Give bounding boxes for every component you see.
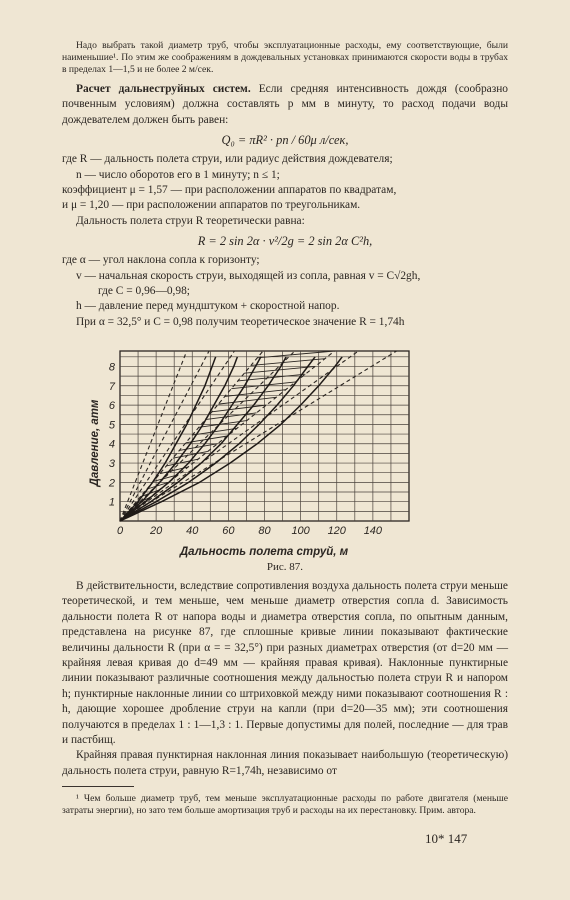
y-tick-label: 3 (108, 458, 115, 471)
y-axis-label: Давление, атм (89, 399, 101, 487)
x-tick-label: 0 (116, 525, 124, 537)
y-tick-label: 5 (108, 419, 115, 432)
where-2: n — число оборотов его в 1 минуту; n ≤ 1; (76, 168, 280, 181)
y-tick-label: 6 (108, 400, 115, 413)
hatch-stroke (179, 444, 217, 451)
figure-caption: Рис. 87. (266, 561, 304, 573)
formula-q0: Q₀ = πR² · pn / 60μ л/сек, (221, 133, 349, 148)
section-p3: При α = 32,5° и C = 0,98 получим теоретическое значение R = 1,74h (76, 315, 405, 328)
hatch-stroke (231, 382, 295, 389)
x-tick-label: 100 (291, 525, 310, 537)
x-tick-label: 140 (363, 525, 383, 537)
footnote-rule (62, 786, 134, 787)
y-tick-label: 1 (108, 496, 115, 509)
y-tick-label: 2 (108, 477, 115, 490)
page-number: 10* 147 (425, 831, 468, 846)
section-p1: Если средняя интенсивность дождя (сообразно почвенным условиям) должна составлять p мм в минуту, то расход подачи воды дождевателем должен быть равен: (62, 83, 508, 126)
where-4: и μ = 1,20 — при расположении аппаратов по треугольникам. (62, 199, 361, 212)
x-tick-label: 20 (150, 525, 163, 537)
dashed-line (120, 351, 295, 521)
y-tick-label: 8 (108, 361, 115, 374)
where-5: где α — угол наклона сопла к горизонту; (62, 254, 260, 267)
body-block (62, 579, 508, 779)
dashed-line (120, 351, 263, 521)
where-1: где R — дальность полета струи, или радиус действия дождевателя; (62, 153, 393, 166)
x-tick-label: 120 (327, 525, 346, 537)
where-6: v — начальная скорость струи, выходящей из сопла, равная v = C√2gh, (76, 269, 421, 282)
x-axis-label: Дальность полета струй, м (179, 546, 349, 558)
section-p2: Дальность полета струи R теоретически равна: (76, 214, 305, 227)
section-paragraph-1 (62, 82, 508, 128)
dashed-line (120, 351, 358, 521)
hatch-stroke (212, 405, 266, 412)
body-paragraph-1: В действительности, вследствие сопротивления воздуха дальность полета струи меньше теоретической, и тем меньше, чем меньше диаметр отверстия сопла d. Зависимость дальности полета R от напора воды и диаметра отверстия сопла, по опытным данным, представлена на рисунке 87, где сплошные кривые линии показывают фактические величины дальности R (при α = = 32,5°) при разных диаметрах отверстия (от d=20 мм — крайняя левая кривая до d=49 мм — крайняя правая кривая). Наклонные пунктирные линии показывают различные соотношения между дальностью полета струи R и напором h; пунктирные наклонные линии со штриховкой между ними показывают соотношения R : h, дающие хорошее дробление струи на капли (при d=20—35 мм); эти соотношения получаются в пределах 1 : 1—1,3 : 1. Первые допустимы для полей, последние — для трав и пастбищ. (62, 580, 508, 747)
where-7: где C = 0,96—0,98; (98, 285, 190, 298)
x-tick-label: 40 (186, 525, 199, 537)
section-title: Расчет дальнеструйных систем. (76, 83, 251, 95)
solid-curves (120, 357, 342, 521)
where-3: коэффициент μ = 1,57 — при расположении аппаратов по квадратам, (62, 184, 397, 197)
footnote (62, 793, 508, 817)
y-tick-label: 7 (108, 380, 115, 393)
section-block (62, 82, 508, 330)
body-paragraph-2: Крайняя правая пунктирная наклонная линия показывает наибольшую (теоретическую) дальность полета струи, равную R=1,74h, независимо от (62, 749, 508, 777)
solid-curve (120, 357, 342, 521)
where-8: h — давление перед мундштуком + скоростной напор. (76, 300, 340, 313)
hatch-stroke (218, 397, 276, 404)
solid-curve (120, 357, 216, 521)
formula-r: R = 2 sin 2α · v²/2g = 2 sin 2α C²h, (197, 234, 373, 249)
chart-grid (120, 351, 409, 521)
x-tick-label: 60 (222, 525, 235, 537)
footnote-text: ¹ Чем больше диаметр труб, тем меньше эксплуатационные расходы по работе двигателя (меньше затраты энергии), но зато тем больше амортизация труб и расходы на их перестановку. Прим. автора. (62, 793, 508, 816)
intro-paragraph (62, 40, 508, 76)
tick-labels (108, 361, 383, 537)
intro-text: Надо выбрать такой диаметр труб, чтобы эксплуатационные расходы, ему соответствующие, были наименьшие¹. По этим же соображениям в дождевальных установках принимаются скорости воды в трубах в пределах 1—1,5 и не более 2 м/сек. (62, 40, 508, 75)
y-tick-label: 4 (108, 438, 115, 451)
x-tick-label: 80 (258, 525, 271, 537)
pressure-range-chart (84, 343, 440, 561)
solid-curve (120, 357, 315, 521)
